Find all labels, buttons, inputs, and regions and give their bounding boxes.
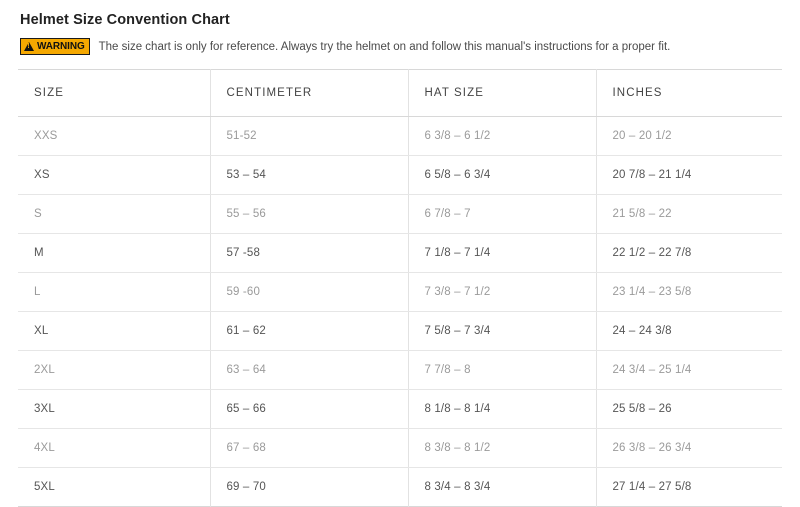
table-row [18, 156, 782, 195]
cell-size: S [18, 195, 210, 234]
cell-hat-size: 7 5/8 – 7 3/4 [408, 312, 596, 351]
table-row [18, 429, 782, 468]
cell-size: M [18, 234, 210, 273]
table-row [18, 390, 782, 429]
cell-hat-size: 6 5/8 – 6 3/4 [408, 156, 596, 195]
cell-hat-size: 8 3/4 – 8 3/4 [408, 468, 596, 507]
cell-hat-size: 6 7/8 – 7 [408, 195, 596, 234]
cell-centimeter: 69 – 70 [210, 468, 408, 507]
table-row [18, 351, 782, 390]
table-row [18, 312, 782, 351]
cell-inches: 24 – 24 3/8 [596, 312, 782, 351]
cell-inches: 20 – 20 1/2 [596, 117, 782, 156]
cell-inches: 20 7/8 – 21 1/4 [596, 156, 782, 195]
column-header-inches: INCHES [596, 70, 782, 117]
column-header-hat-size: HAT SIZE [408, 70, 596, 117]
cell-size: L [18, 273, 210, 312]
cell-size: 2XL [18, 351, 210, 390]
cell-hat-size: 7 1/8 – 7 1/4 [408, 234, 596, 273]
table-body [18, 117, 782, 507]
cell-size: 5XL [18, 468, 210, 507]
cell-hat-size: 8 1/8 – 8 1/4 [408, 390, 596, 429]
cell-centimeter: 63 – 64 [210, 351, 408, 390]
cell-hat-size: 7 7/8 – 8 [408, 351, 596, 390]
cell-inches: 21 5/8 – 22 [596, 195, 782, 234]
table-row [18, 117, 782, 156]
table-row [18, 195, 782, 234]
warning-notice-text: The size chart is only for reference. Always try the helmet on and follow this manual's instructions for a proper fit. [98, 40, 671, 53]
warning-badge-label: WARNING [37, 40, 85, 52]
table-row [18, 273, 782, 312]
cell-size: 4XL [18, 429, 210, 468]
cell-size: XS [18, 156, 210, 195]
cell-centimeter: 67 – 68 [210, 429, 408, 468]
cell-centimeter: 51-52 [210, 117, 408, 156]
cell-centimeter: 57 -58 [210, 234, 408, 273]
cell-size: XL [18, 312, 210, 351]
table-row [18, 234, 782, 273]
size-chart-table [18, 69, 782, 507]
cell-inches: 27 1/4 – 27 5/8 [612, 481, 692, 493]
cell-centimeter: 55 – 56 [210, 195, 408, 234]
column-header-size: SIZE [18, 70, 210, 117]
warning-badge [20, 38, 90, 55]
cell-centimeter: 59 -60 [210, 273, 408, 312]
table-header [18, 70, 782, 117]
cell-hat-size: 7 3/8 – 7 1/2 [408, 273, 596, 312]
column-header-centimeter: CENTIMETER [210, 70, 408, 117]
cell-centimeter: 61 – 62 [210, 312, 408, 351]
table-row [18, 468, 782, 507]
cell-inches: 25 5/8 – 26 [596, 390, 782, 429]
cell-hat-size: 8 3/8 – 8 1/2 [408, 429, 596, 468]
cell-centimeter: 65 – 66 [210, 390, 408, 429]
page-title: Helmet Size Convention Chart [20, 12, 230, 28]
cell-inches: 23 1/4 – 23 5/8 [596, 273, 782, 312]
cell-inches: 26 3/8 – 26 3/4 [596, 429, 782, 468]
warning-notice [20, 38, 782, 55]
cell-size: XXS [18, 117, 210, 156]
cell-inches: 24 3/4 – 25 1/4 [596, 351, 782, 390]
cell-centimeter: 53 – 54 [210, 156, 408, 195]
cell-size: 3XL [18, 390, 210, 429]
cell-hat-size: 6 3/8 – 6 1/2 [408, 117, 596, 156]
table-header-row [18, 70, 782, 117]
cell-inches: 22 1/2 – 22 7/8 [596, 234, 782, 273]
warning-triangle-icon [24, 42, 34, 51]
